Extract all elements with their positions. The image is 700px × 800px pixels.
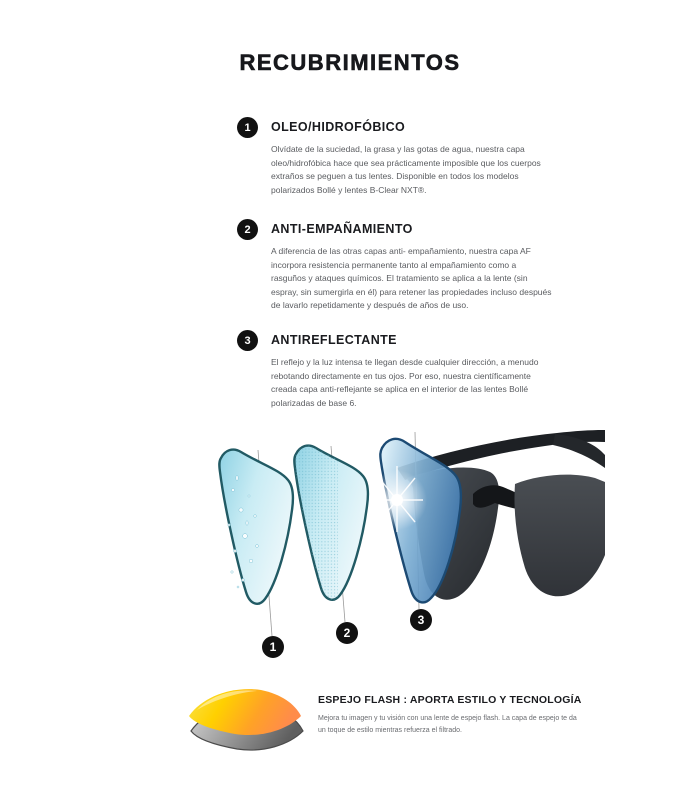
diagram-badge-2: 2 [343,626,351,640]
flash-section [318,694,580,736]
coating-heading-2: ANTI-EMPAÑAMIENTO [271,222,413,236]
flash-heading: ESPEJO FLASH : APORTA ESTILO Y TECNOLOGÍA [318,694,582,706]
coating-section-antifog [237,219,553,313]
flash-mirror-lens-icon [182,680,310,752]
coating-heading-3: ANTIREFLECTANTE [271,333,397,347]
lens-layers-diagram [185,420,605,665]
coating-section-oleo [237,117,553,197]
diagram-badge-3: 3 [417,613,425,627]
lens-layer-1-hydrophobic [219,450,293,604]
coating-description-1: Olvídate de la suciedad, la grasa y las gotas de agua, nuestra capa oleo/hidrofóbica hace que sea prácticamente imposible que los cuerpos extraños se peguen a tus lentes. Disponible en todos los modelos polarizados Bollé y lentes B-Clear NXT®. [271,144,541,195]
coating-number-badge-2: 2 [237,219,258,240]
coating-heading-1: OLEO/HIDROFÓBICO [271,120,406,134]
flash-description: Mejora tu imagen y tu visión con una lente de espejo flash. La capa de espejo te da un toque de estilo mientras refuerza el filtrado. [318,715,577,734]
diagram-badge-1: 1 [269,640,277,654]
coating-description-2: A diferencia de las otras capas anti- empañamiento, nuestra capa AF incorpora resistencia permanente tanto al empañamiento como a rasguños y ataques químicos. El tratamiento se aplica a la lente (sin espray, sin sumergirla en él) para retener las propiedades incluso después de lavarlo repetidamente y después de años de uso. [271,246,552,310]
coating-description-3: El reflejo y la luz intensa te llegan desde cualquier dirección, a menudo rebotando directamente en tus ojos. Por eso, nuestra científicamente creada capa anti-reflejante se aplica en el interior de las lentes Bollé polarizadas de base 6. [271,357,539,408]
coating-number-badge-3: 3 [237,330,258,351]
coating-number-badge-1: 1 [237,117,258,138]
page-title: RECUBRIMIENTOS [239,50,461,75]
diagram-number-badges [262,609,432,658]
coating-section-antireflective [237,330,553,410]
